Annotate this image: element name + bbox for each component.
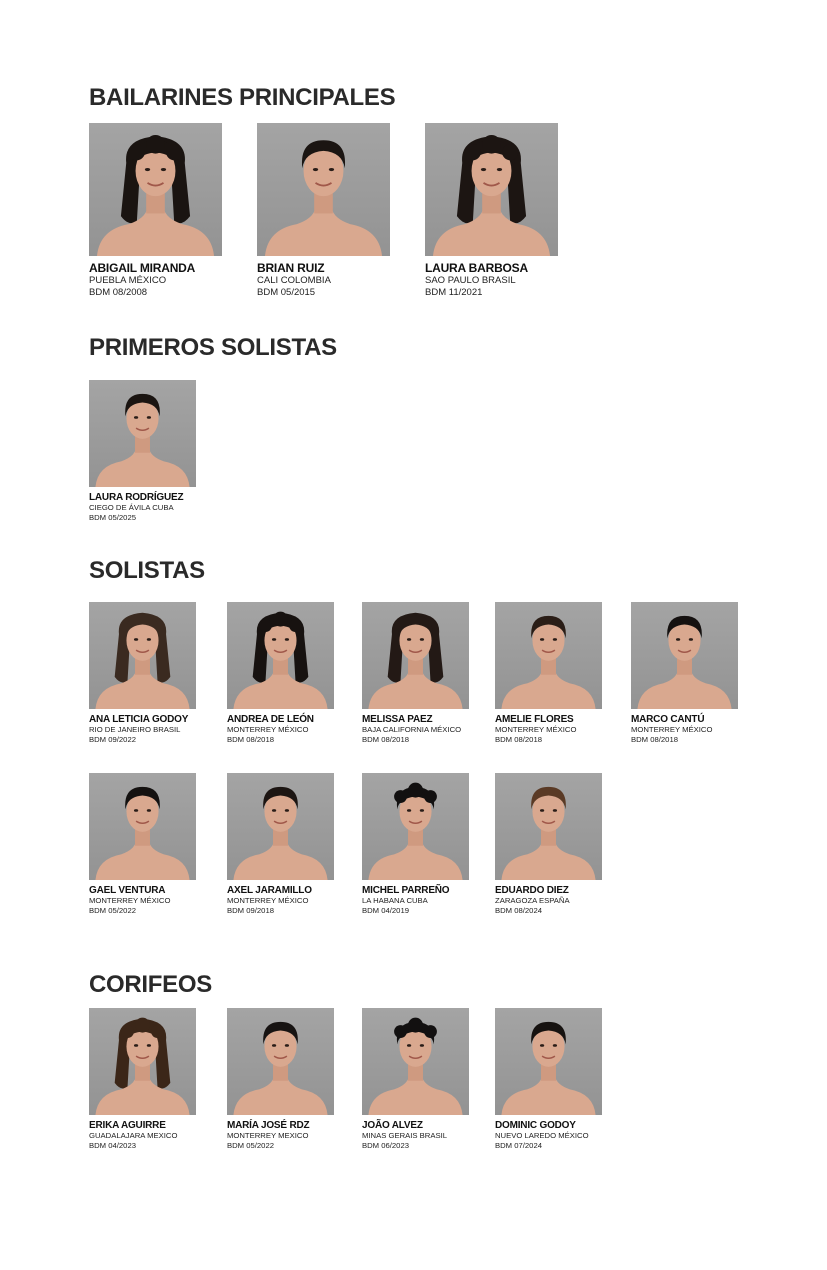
- eye: [147, 1044, 151, 1047]
- shoulders: [501, 841, 595, 880]
- eye: [272, 809, 276, 812]
- portrait-silhouette: [89, 773, 196, 880]
- dancer-card: [425, 123, 558, 299]
- dancer-card: [89, 380, 196, 523]
- section-title-primeros-solistas: PRIMEROS SOLISTAS: [89, 334, 337, 361]
- dancer-portrait: [362, 773, 469, 880]
- eye: [313, 168, 318, 171]
- dancer-since: BDM 11/2021: [425, 287, 483, 298]
- dancer-card: [89, 1008, 196, 1151]
- shoulders: [501, 670, 595, 709]
- shoulders: [368, 841, 462, 880]
- dancer-portrait: [425, 123, 558, 256]
- eye: [540, 809, 544, 812]
- dancer-portrait: [89, 773, 196, 880]
- dancer-since: BDM 04/2023: [89, 1141, 137, 1150]
- dancer-portrait: [495, 1008, 602, 1115]
- dancer-since: BDM 05/2025: [89, 513, 137, 522]
- hair-curl: [424, 790, 437, 803]
- dancer-portrait: [227, 602, 334, 709]
- dancer-origin: ZARAGOZA ESPAÑA: [495, 896, 570, 905]
- eye: [285, 1044, 289, 1047]
- dancer-since: BDM 09/2018: [227, 906, 275, 915]
- eye: [676, 638, 680, 641]
- eye: [553, 809, 557, 812]
- dancer-origin: NUEVO LAREDO MÉXICO: [495, 1131, 589, 1140]
- hair-curl: [129, 144, 145, 160]
- dancer-since: BDM 08/2018: [227, 735, 275, 744]
- eye: [145, 168, 150, 171]
- shoulders: [233, 670, 327, 709]
- hair-curl: [121, 1025, 134, 1038]
- dancer-origin: MONTERREY MÉXICO: [631, 725, 713, 734]
- eye: [540, 1044, 544, 1047]
- dancer-card: [362, 602, 469, 745]
- eye: [134, 809, 138, 812]
- dancer-name: AXEL JARAMILLO: [227, 885, 312, 896]
- dancer-name: MICHEL PARREÑO: [362, 885, 450, 896]
- dancer-since: BDM 08/2018: [362, 735, 410, 744]
- hair-curl: [502, 144, 518, 160]
- portrait-silhouette: [495, 1008, 602, 1115]
- portrait-silhouette: [89, 602, 196, 709]
- dancer-origin: RIO DE JANEIRO BRASIL: [89, 725, 181, 734]
- dancer-since: BDM 05/2022: [89, 906, 137, 915]
- dancer-portrait: [89, 602, 196, 709]
- dancer-since: BDM 05/2015: [257, 287, 316, 298]
- portrait-silhouette: [89, 1008, 196, 1115]
- dancer-name: ERIKA AGUIRRE: [89, 1120, 166, 1131]
- dancer-since: BDM 08/2024: [495, 906, 543, 915]
- dancer-origin: MONTERREY MÉXICO: [227, 725, 309, 734]
- section-title-corifeos: CORIFEOS: [89, 971, 212, 998]
- shoulders: [233, 1076, 327, 1115]
- dancer-portrait: [89, 123, 222, 256]
- portrait-silhouette: [495, 602, 602, 709]
- hair-curl: [289, 619, 302, 632]
- eye: [407, 638, 411, 641]
- portrait-silhouette: [227, 602, 334, 709]
- dancer-name: GAEL VENTURA: [89, 885, 166, 896]
- dancer-origin: MONTERREY MÉXICO: [495, 725, 577, 734]
- portrait-silhouette: [362, 773, 469, 880]
- hair-curl: [408, 1018, 423, 1033]
- portrait-silhouette: [227, 773, 334, 880]
- shoulders: [368, 1076, 462, 1115]
- shoulders: [95, 841, 189, 880]
- dancer-name: MARCO CANTÚ: [631, 714, 705, 725]
- dancer-name: DOMINIC GODOY: [495, 1120, 576, 1131]
- dancer-card: [362, 1008, 469, 1151]
- eye: [540, 638, 544, 641]
- eye: [134, 1044, 138, 1047]
- shoulders: [95, 1076, 189, 1115]
- hair-curl: [259, 619, 272, 632]
- dancer-name: ANDREA DE LEÓN: [227, 714, 314, 725]
- eye: [161, 168, 166, 171]
- eye: [689, 638, 693, 641]
- dancer-card: [257, 123, 390, 299]
- eye: [553, 1044, 557, 1047]
- dancer-card: [227, 1008, 334, 1151]
- eye: [407, 809, 411, 812]
- portrait-silhouette: [495, 773, 602, 880]
- eye: [420, 1044, 424, 1047]
- dancer-portrait: [227, 773, 334, 880]
- eye: [134, 416, 138, 419]
- eye: [553, 638, 557, 641]
- hair-curl: [146, 135, 165, 154]
- dancer-portrait: [631, 602, 738, 709]
- dancer-name: EDUARDO DIEZ: [495, 885, 569, 896]
- dancer-origin: CALI COLOMBIA: [257, 275, 331, 286]
- shoulders: [233, 841, 327, 880]
- hair-curl: [394, 1025, 407, 1038]
- eye: [285, 809, 289, 812]
- eye: [329, 168, 334, 171]
- dancer-card: [495, 602, 602, 745]
- portrait-silhouette: [89, 123, 222, 256]
- eye: [147, 416, 151, 419]
- dancer-since: BDM 04/2019: [362, 906, 410, 915]
- portrait-silhouette: [257, 123, 390, 256]
- shoulders: [95, 448, 189, 487]
- dancer-portrait: [362, 602, 469, 709]
- dancer-portrait: [89, 380, 196, 487]
- dancer-origin: GUADALAJARA MEXICO: [89, 1131, 178, 1140]
- eye: [147, 638, 151, 641]
- shoulders: [97, 208, 214, 256]
- shoulders: [637, 670, 731, 709]
- eye: [285, 638, 289, 641]
- portrait-silhouette: [425, 123, 558, 256]
- portrait-silhouette: [631, 602, 738, 709]
- dancer-origin: MONTERREY MEXICO: [227, 1131, 309, 1140]
- dancer-portrait: [362, 1008, 469, 1115]
- eye: [481, 168, 486, 171]
- eye: [497, 168, 502, 171]
- dancer-name: AMELIE FLORES: [495, 714, 574, 725]
- portrait-silhouette: [362, 602, 469, 709]
- dancer-card: [362, 773, 469, 916]
- dancer-since: BDM 06/2023: [362, 1141, 410, 1150]
- dancer-origin: CIEGO DE ÁVILA CUBA: [89, 503, 174, 512]
- dancer-portrait: [257, 123, 390, 256]
- hair-curl: [273, 612, 288, 627]
- dancer-name: LAURA RODRÍGUEZ: [89, 492, 184, 503]
- dancer-since: BDM 05/2022: [227, 1141, 275, 1150]
- dancer-origin: SAO PAULO BRASIL: [425, 275, 516, 286]
- dancer-name: ABIGAIL MIRANDA: [89, 261, 196, 275]
- dancer-name: JOÃO ALVEZ: [362, 1120, 423, 1131]
- shoulders: [265, 208, 382, 256]
- dancer-name: ANA LETICIA GODOY: [89, 714, 189, 725]
- dancer-portrait: [227, 1008, 334, 1115]
- shoulders: [95, 670, 189, 709]
- dancer-since: BDM 09/2022: [89, 735, 137, 744]
- dancer-origin: LA HABANA CUBA: [362, 896, 428, 905]
- dancer-card: [227, 773, 334, 916]
- shoulders: [433, 208, 550, 256]
- hair-curl: [151, 1025, 164, 1038]
- section-title-bailarines-principales: BAILARINES PRINCIPALES: [89, 84, 396, 111]
- dancer-name: MARÍA JOSÉ RDZ: [227, 1120, 310, 1131]
- shoulders: [501, 1076, 595, 1115]
- dancer-portrait: [495, 602, 602, 709]
- dancer-origin: MINAS GERAIS BRASIL: [362, 1131, 448, 1140]
- dancer-since: BDM 08/2018: [631, 735, 679, 744]
- dancer-card: [89, 602, 196, 745]
- hair-curl: [482, 135, 501, 154]
- dancer-portrait: [89, 1008, 196, 1115]
- dancer-origin: BAJA CALIFORNIA MÉXICO: [362, 725, 462, 734]
- hair-curl: [135, 1018, 150, 1033]
- dancer-origin: PUEBLA MÉXICO: [89, 275, 167, 286]
- dancer-name: MELISSA PAEZ: [362, 714, 433, 725]
- portrait-silhouette: [227, 1008, 334, 1115]
- eye: [420, 638, 424, 641]
- eye: [407, 1044, 411, 1047]
- dancer-since: BDM 08/2008: [89, 287, 148, 298]
- eye: [147, 809, 151, 812]
- dancer-name: LAURA BARBOSA: [425, 261, 528, 275]
- shoulders: [368, 670, 462, 709]
- dancer-card: [89, 123, 222, 299]
- hair-curl: [408, 783, 423, 798]
- dancer-card: [495, 1008, 602, 1151]
- dancer-card: [631, 602, 738, 745]
- dancer-name: BRIAN RUIZ: [257, 261, 325, 275]
- section-title-solistas: SOLISTAS: [89, 557, 205, 584]
- dancer-origin: MONTERREY MÉXICO: [89, 896, 171, 905]
- dancer-origin: MONTERREY MÉXICO: [227, 896, 309, 905]
- hair-curl: [465, 144, 481, 160]
- eye: [420, 809, 424, 812]
- portrait-silhouette: [362, 1008, 469, 1115]
- dancer-portrait: [495, 773, 602, 880]
- portrait-silhouette: [89, 380, 196, 487]
- hair-curl: [394, 790, 407, 803]
- dancer-since: BDM 07/2024: [495, 1141, 543, 1150]
- eye: [272, 638, 276, 641]
- dancer-card: [495, 773, 602, 916]
- eye: [134, 638, 138, 641]
- dancer-card: [227, 602, 334, 745]
- hair-curl: [166, 144, 182, 160]
- hair-curl: [424, 1025, 437, 1038]
- eye: [272, 1044, 276, 1047]
- dancer-since: BDM 08/2018: [495, 735, 543, 744]
- dancer-card: [89, 773, 196, 916]
